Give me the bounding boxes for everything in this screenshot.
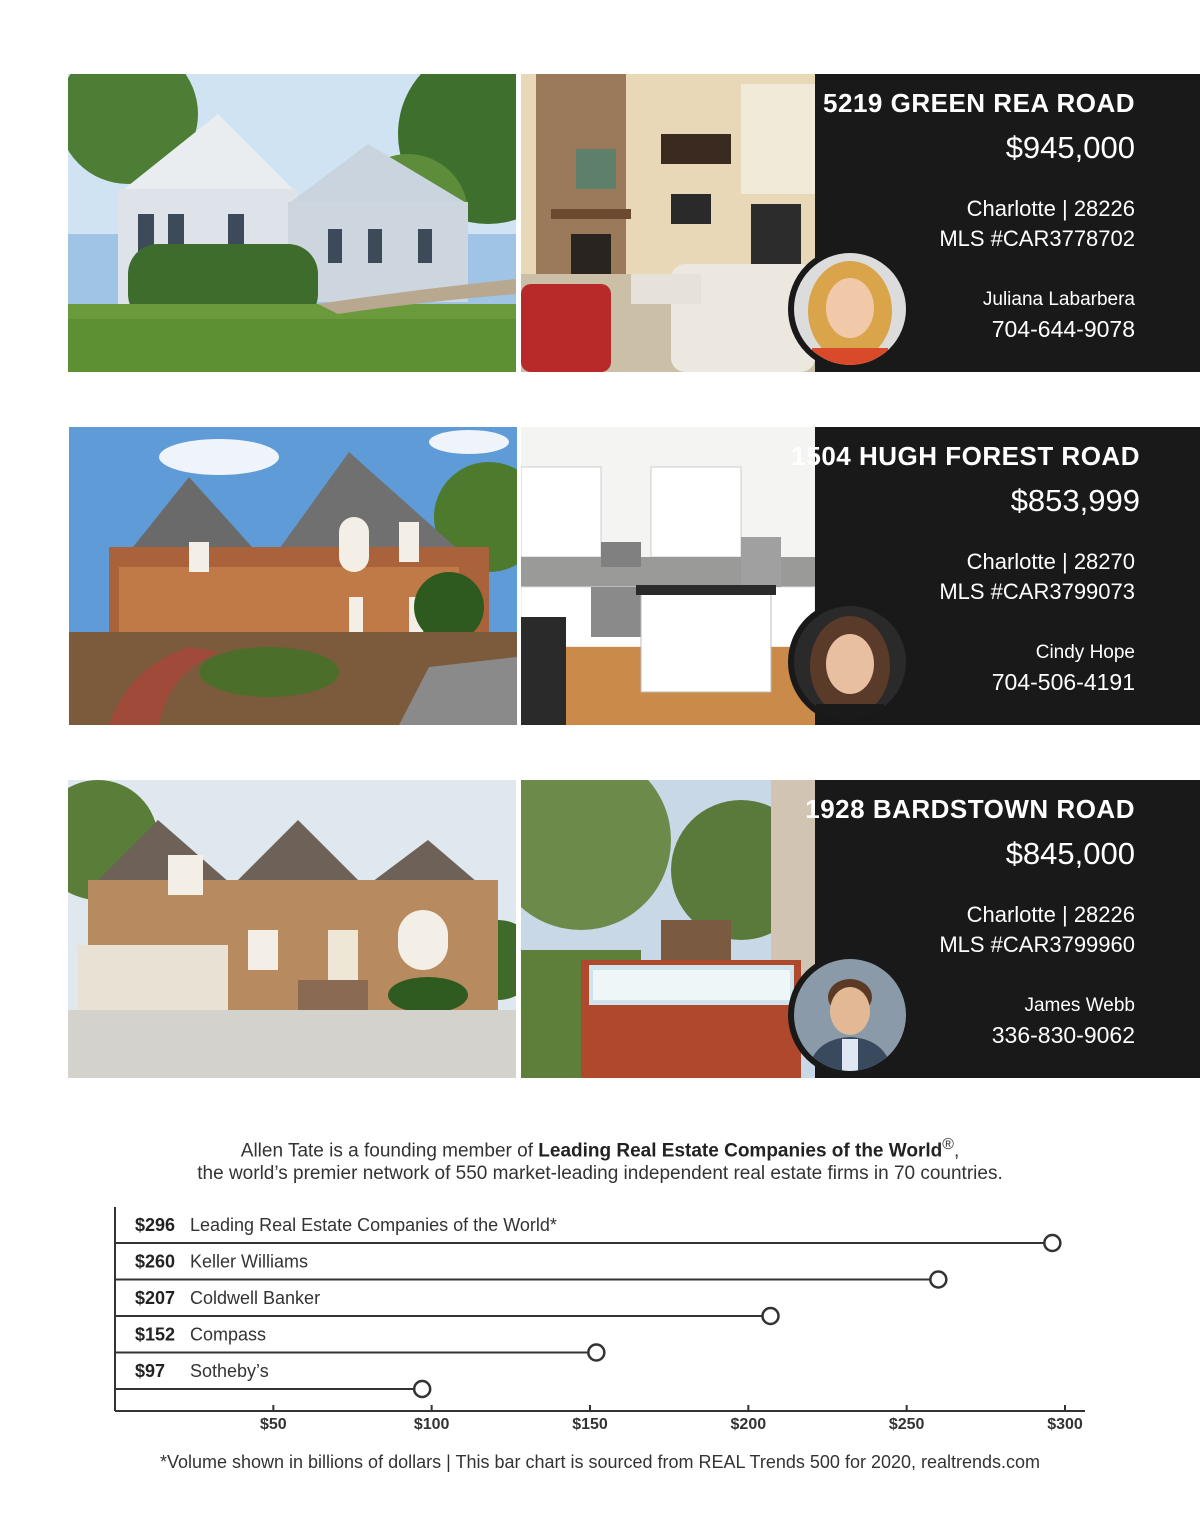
listing-price: $845,000 [1005, 836, 1135, 871]
interior-photo[interactable] [521, 427, 815, 725]
x-tick-label: $150 [572, 1416, 608, 1433]
exterior-photo[interactable] [69, 427, 517, 725]
listing-info-panel [791, 427, 1200, 725]
x-tick-label: $300 [1047, 1416, 1083, 1433]
listing-address: 5219 GREEN REA ROAD [823, 88, 1135, 118]
chart-footnote: *Volume shown in billions of dollars | This bar chart is sourced from REAL Trends 500 for 2020, realtrends.com [159, 1452, 1041, 1472]
bar-value-label: $296 [135, 1215, 176, 1235]
listing-card [68, 427, 1200, 725]
bar-category-label: Sotheby’s [190, 1361, 269, 1381]
listing-address: 1928 BARDSTOWN ROAD [805, 794, 1135, 824]
x-tick-label: $100 [413, 1416, 450, 1433]
bar-endpoint [930, 1272, 946, 1288]
network-intro-line-2: the world’s premier network of 550 market-leading independent real estate firms in 70 countries. [197, 1163, 1003, 1184]
x-tick-label: $200 [730, 1416, 767, 1433]
listing-mls: MLS #CAR3778702 [939, 226, 1135, 251]
exterior-photo[interactable] [68, 780, 516, 1078]
agent-phone[interactable]: 704-506-4191 [991, 669, 1135, 695]
bar-endpoint [588, 1345, 604, 1361]
interior-photo[interactable] [521, 780, 815, 1078]
network-name: Leading Real Estate Companies of the World [538, 1140, 943, 1162]
bar-category-label: Coldwell Banker [190, 1288, 321, 1308]
bar-value-label: $97 [135, 1361, 166, 1381]
agent-phone[interactable]: 704-644-9078 [991, 316, 1135, 342]
bar-endpoint [1044, 1235, 1060, 1251]
listing-city-zip: Charlotte | 28270 [966, 549, 1135, 574]
listing-card [68, 780, 1200, 1078]
listing-address: 1504 HUGH FOREST ROAD [791, 441, 1140, 471]
bar-endpoint [414, 1381, 430, 1397]
agent-name: Juliana Labarbera [982, 289, 1135, 310]
agent-name: Cindy Hope [1035, 642, 1135, 663]
agent-avatar [788, 953, 912, 1077]
network-intro-line-1: Allen Tate is a founding member of Leading Real Estate Companies of the World®, [240, 1136, 960, 1162]
bar-category-label: Leading Real Estate Companies of the World* [190, 1215, 557, 1235]
bar-value-label: $260 [135, 1251, 176, 1272]
agent-name: James Webb [1024, 995, 1135, 1016]
listing-city-zip: Charlotte | 28226 [966, 196, 1135, 221]
listing-city-zip: Charlotte | 28226 [966, 902, 1135, 927]
agent-avatar [788, 600, 912, 724]
bar-category-label: Keller Williams [190, 1251, 309, 1272]
bar-category-label: Compass [190, 1324, 267, 1345]
agent-phone[interactable]: 336-830-9062 [991, 1022, 1135, 1048]
exterior-photo[interactable] [68, 74, 516, 372]
listing-price: $853,999 [1010, 483, 1140, 518]
interior-photo[interactable] [521, 74, 815, 372]
agent-avatar [788, 247, 912, 371]
bar-endpoint [763, 1308, 779, 1324]
bar-value-label: $152 [135, 1324, 176, 1345]
listing-price: $945,000 [1005, 130, 1135, 165]
x-tick-label: $50 [259, 1416, 287, 1433]
listing-mls: MLS #CAR3799073 [939, 579, 1135, 604]
listing-info-panel [805, 780, 1200, 1078]
listing-card [68, 74, 1200, 372]
bar-value-label: $207 [135, 1288, 176, 1308]
x-tick-label: $250 [888, 1416, 925, 1433]
listing-mls: MLS #CAR3799960 [939, 932, 1135, 957]
listing-info-panel [815, 74, 1200, 372]
volume-lollipop-chart [0, 1195, 1200, 1445]
